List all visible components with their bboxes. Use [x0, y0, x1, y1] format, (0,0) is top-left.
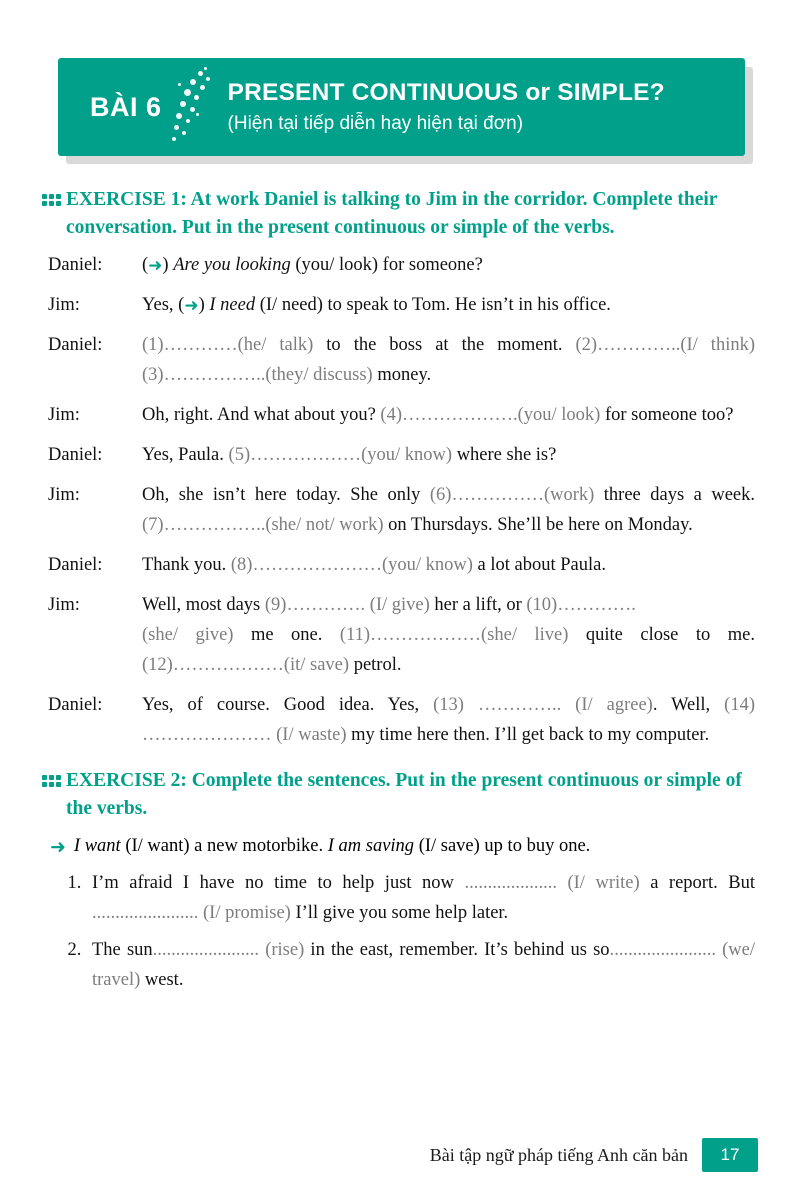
list-item: 1. I’m afraid I have no time to help just now .................... (I/ write) a report. But ....................... (I/ promise) I’ll give you some help later. [86, 869, 755, 929]
dialogue-speaker: Daniel: [48, 335, 103, 356]
dialogue-text: Well, most days (9)…………. (I/ give) her a lift, or (10)…………. (she/ give) me one. (11)………………(she/ live) quite close to me. (12)………………(it/ save) petrol. [142, 595, 755, 676]
lesson-number: BÀI 6 [90, 91, 162, 122]
dialogue-text: Oh, she isn’t here today. She only (6)……………(work) three days a week. (7)……………..(she/ not/ work) on Thursdays. She’ll be here on Monday. [142, 485, 755, 536]
arrow-icon: ➜ [50, 836, 66, 859]
page-footer [0, 1138, 800, 1172]
dialogue-text: Yes, (➜) I need (I/ need) to speak to Tom. He isn’t in his office. [142, 295, 611, 317]
dialogue-row [42, 481, 755, 541]
example-text: I want (I/ want) a new motorbike. I am saving (I/ save) up to buy one. [73, 836, 591, 857]
banner-subtitle: (Hiện tại tiếp diễn hay hiện tại đơn) [227, 112, 524, 134]
exercise-2-instruction: Complete the sentences. Put in the present continuous or simple of the verbs. [66, 769, 742, 819]
dialogue-speaker: Daniel: [48, 255, 103, 276]
banner [58, 58, 745, 156]
dialogue-speaker: Jim: [48, 295, 80, 316]
bullet-dots-icon [42, 775, 66, 793]
dialogue-text: (1)…………(he/ talk) to the boss at the moment. (2)…………..(I/ think) (3)……………..(they/ discuss) money. [142, 335, 755, 386]
dialogue-row [42, 291, 755, 321]
dialogue-text: Oh, right. And what about you? (4)……………….(you/ look) for someone too? [142, 405, 734, 426]
dialogue-speaker: Daniel: [48, 555, 103, 576]
exercise-2-question-list [42, 869, 755, 996]
exercise-2-example [50, 832, 755, 862]
list-item: 2. The sun....................... (rise) in the east, remember. It’s behind us so....................... (we/ travel) west. [86, 936, 755, 996]
dialogue-speaker: Jim: [48, 485, 80, 506]
dot-pattern-decoration [170, 65, 222, 149]
dialogue-row [42, 251, 755, 281]
exercise-2-heading [42, 767, 755, 822]
lesson-banner [58, 58, 745, 156]
page-number: 17 [702, 1138, 758, 1172]
dialogue-text: Thank you. (8)…………………(you/ know) a lot about Paula. [142, 555, 606, 576]
dialogue-text: Yes, Paula. (5)………………(you/ know) where she is? [142, 445, 557, 466]
exercise-1-label: EXERCISE 1: [66, 189, 187, 210]
banner-title: PRESENT CONTINUOUS or SIMPLE? [227, 79, 665, 107]
book-title: Bài tập ngữ pháp tiếng Anh căn bản [429, 1144, 688, 1165]
arrow-icon: ➜ [184, 296, 199, 317]
dialogue-row [42, 441, 755, 471]
dialogue-text: (➜) Are you looking (you/ look) for someone? [142, 255, 483, 277]
page-content [0, 186, 800, 996]
exercise-1-instruction: At work Daniel is talking to Jim in the corridor. Complete their conversation. Put in the present continuous or simple of the verbs. [66, 189, 718, 238]
bullet-dots-icon [42, 194, 66, 212]
dialogue-speaker: Jim: [48, 405, 80, 426]
dialogue-text: Yes, of course. Good idea. Yes, (13) ………….. (I/ agree). Well, (14) ………………… (I/ waste) my time here then. I’ll get back to my computer. [142, 695, 755, 745]
dialogue-row [42, 401, 755, 431]
dialogue-row [42, 691, 755, 751]
exercise-2-label: EXERCISE 2: [66, 769, 187, 791]
exercise-1-heading [42, 186, 755, 241]
dialogue-speaker: Daniel: [48, 445, 103, 466]
dialogue-speaker: Jim: [48, 595, 80, 616]
dialogue-row [42, 331, 755, 391]
dialogue-row [42, 591, 755, 681]
dialogue-speaker: Daniel: [48, 695, 103, 715]
dialogue-row [42, 551, 755, 581]
exercise-1-dialogue [42, 251, 755, 751]
arrow-icon: ➜ [148, 256, 163, 277]
